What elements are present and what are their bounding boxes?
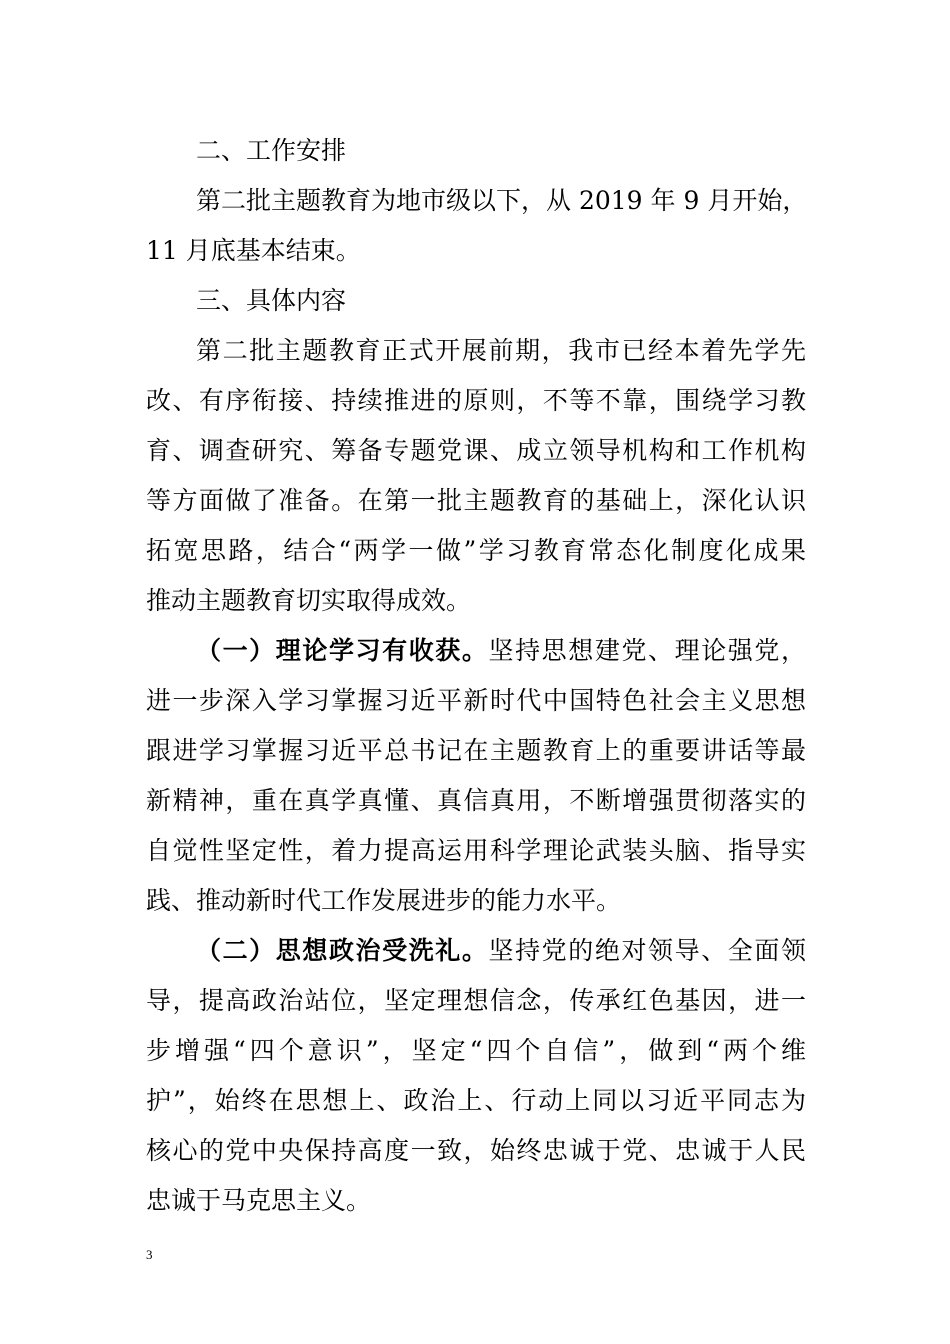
paragraph-line: 等方面做了准备。在第一批主题教育的基础上，深化认识	[146, 486, 806, 515]
item-lead-theory-study: （一）理论学习有收获。	[196, 636, 489, 665]
paragraph-line: 推动主题教育切实取得成效。	[146, 586, 472, 615]
item-lead-political-baptism: （二）思想政治受洗礼。	[196, 936, 489, 965]
paragraph-line: 进一步深入学习掌握习近平新时代中国特色社会主义思想	[146, 686, 806, 715]
paragraph-line: 导，提高政治站位，坚定理想信念，传承红色基因，进一	[146, 986, 806, 1015]
paragraph-line: 忠诚于马克思主义。	[146, 1186, 372, 1215]
section-heading-specific-content: 三、具体内容	[196, 286, 347, 315]
paragraph-line: 第二批主题教育正式开展前期，我市已经本着先学先	[196, 336, 806, 365]
paragraph-line: 自觉性坚定性，着力提高运用科学理论武装头脑、指导实	[146, 836, 806, 865]
section-heading-work-arrangement: 二、工作安排	[196, 136, 347, 165]
paragraph-line: 跟进学习掌握习近平总书记在主题教育上的重要讲话等最	[146, 736, 806, 765]
item-first-line	[196, 636, 806, 666]
item-lead-rest: 坚持思想建党、理论强党，	[488, 636, 806, 665]
item-lead-rest: 坚持党的绝对领导、全面领	[488, 936, 806, 965]
paragraph-line: 第二批主题教育为地市级以下，从 2019 年 9 月开始，	[196, 186, 808, 215]
item-first-line	[196, 936, 806, 966]
paragraph-line: 新精神，重在真学真懂、真信真用，不断增强贯彻落实的	[146, 786, 806, 815]
paragraph-line: 改、有序衔接、持续推进的原则，不等不靠，围绕学习教	[146, 386, 806, 415]
paragraph-line: 核心的党中央保持高度一致，始终忠诚于党、忠诚于人民	[146, 1136, 806, 1165]
paragraph-line: 践、推动新时代工作发展进步的能力水平。	[146, 886, 622, 915]
page-number: 3	[146, 1247, 153, 1262]
paragraph-line: 拓宽思路，结合“两学一做”学习教育常态化制度化成果	[146, 536, 806, 565]
paragraph-line: 11 月底基本结束。	[146, 236, 361, 265]
paragraph-line: 护”，始终在思想上、政治上、行动上同以习近平同志为	[146, 1086, 806, 1115]
paragraph-line: 育、调查研究、筹备专题党课、成立领导机构和工作机构	[146, 436, 806, 465]
paragraph-line: 步增强“四个意识”，坚定“四个自信”，做到“两个维	[146, 1036, 806, 1065]
